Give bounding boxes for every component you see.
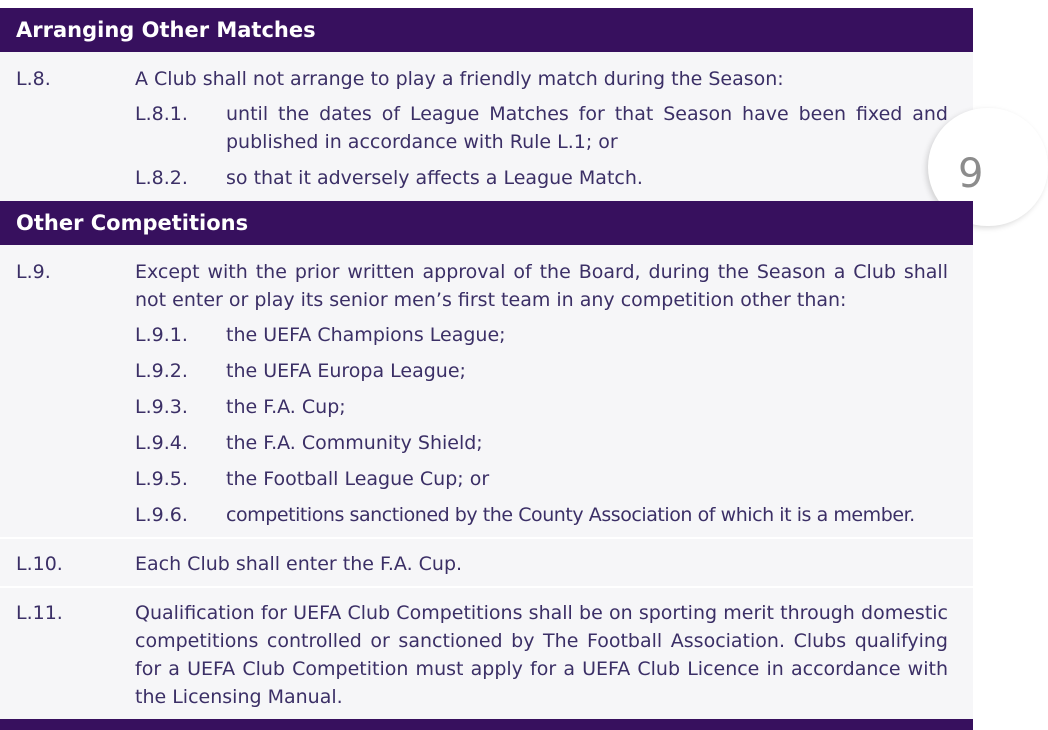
rule-number: L.10. xyxy=(16,553,63,575)
rule-number: L.11. xyxy=(16,602,63,624)
rule-block-l9 xyxy=(0,245,973,537)
rule-block-l11 xyxy=(0,588,973,719)
rule-block-l8 xyxy=(0,52,973,201)
section-header-arranging-other-matches: Arranging Other Matches xyxy=(0,8,973,52)
subrule-number: L.8.1. xyxy=(135,103,188,125)
rule-number: L.9. xyxy=(16,261,51,283)
subrule-text: the UEFA Europa League; xyxy=(226,360,466,382)
rule-text: A Club shall not arrange to play a friendly match during the Season: xyxy=(135,68,784,90)
top-strip xyxy=(0,0,973,8)
subrule-number: L.9.4. xyxy=(135,432,188,454)
subrule-number: L.9.6. xyxy=(135,504,188,526)
rule-text: Qualification for UEFA Club Competitions shall be on sporting merit through domestic competitions controlled or sanctioned by The Football Association. Clubs qualifying for a UEFA Club Competition must apply for a UEFA Club Licence in accordance with the Licensing Manual. xyxy=(135,602,948,708)
subrule-text: the UEFA Champions League; xyxy=(226,324,506,346)
subrule-text: the Football League Cup; or xyxy=(226,468,490,490)
rule-text: Each Club shall enter the F.A. Cup. xyxy=(135,553,463,575)
section-header-other-competitions: Other Competitions xyxy=(0,201,973,245)
subrule-number: L.9.1. xyxy=(135,324,188,346)
rule-number: L.8. xyxy=(16,68,51,90)
subrule-text: the F.A. Community Shield; xyxy=(226,432,483,454)
page-number: 9 xyxy=(958,151,984,197)
subrule-text: so that it adversely affects a League Match. xyxy=(226,167,643,189)
subrule-text: competitions sanctioned by the County Association of which it is a member. xyxy=(226,504,915,526)
subrule-number: L.8.2. xyxy=(135,167,188,189)
subrule-text: until the dates of League Matches for that Season have been fixed and published in accordance with Rule L.1; or xyxy=(226,103,948,153)
bottom-bar xyxy=(0,719,973,730)
rule-block-l10 xyxy=(0,539,973,586)
subrule-number: L.9.3. xyxy=(135,396,188,418)
rule-text: Except with the prior written approval of the Board, during the Season a Club shall not enter or play its senior men’s first team in any competition other than: xyxy=(135,261,948,311)
subrule-number: L.9.5. xyxy=(135,468,188,490)
subrule-number: L.9.2. xyxy=(135,360,188,382)
subrule-text: the F.A. Cup; xyxy=(226,396,346,418)
